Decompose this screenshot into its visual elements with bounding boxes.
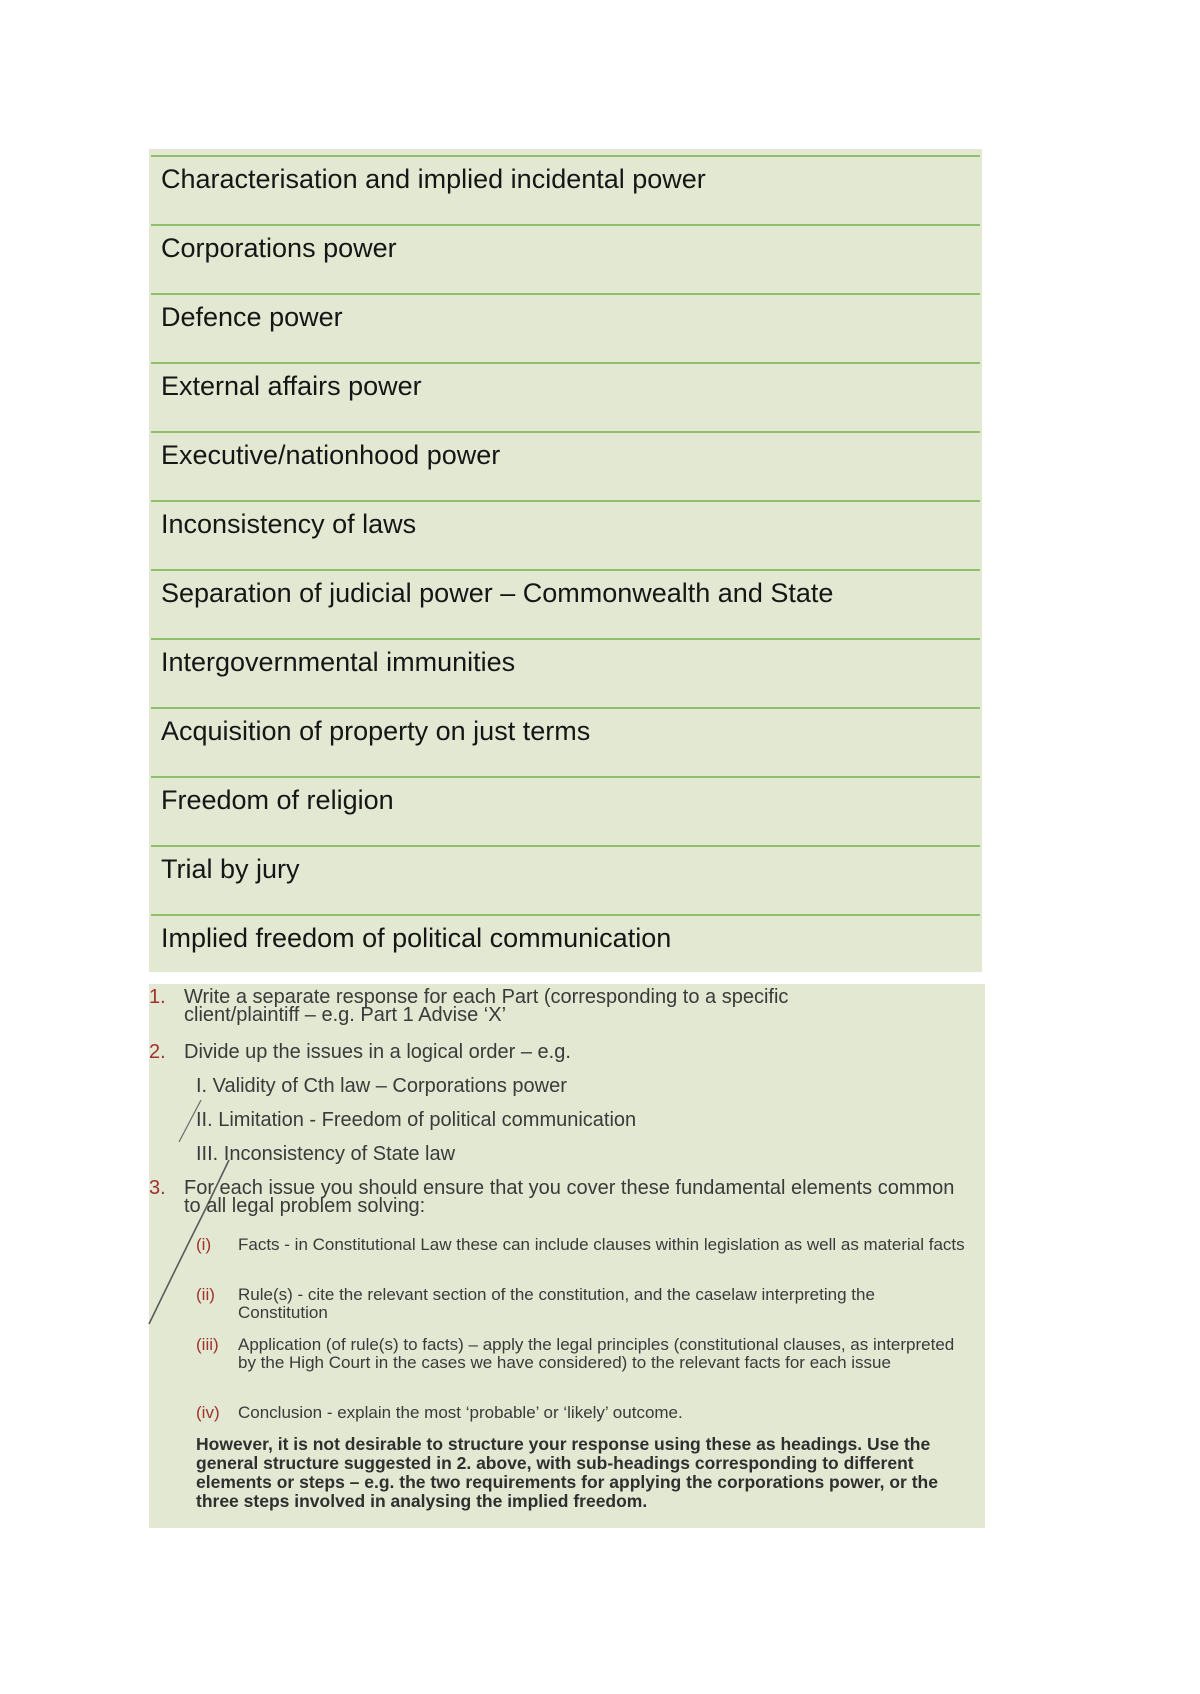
element-text: Conclusion - explain the most ‘probable’ or ‘likely’ outcome.: [238, 1403, 683, 1422]
topic-label: Defence power: [161, 302, 343, 332]
topic-label: Executive/nationhood power: [161, 440, 501, 470]
topic-label: Characterisation and implied incidental power: [161, 164, 706, 194]
topic-label: Inconsistency of laws: [161, 509, 417, 539]
topic-label: Trial by jury: [161, 854, 300, 884]
list-item-text: For each issue you should ensure that you cover these fundamental elements common to all legal problem solving:: [184, 1177, 955, 1217]
topic-label: Acquisition of property on just terms: [161, 716, 591, 746]
topic-row: [151, 293, 980, 362]
list-item-text: Write a separate response for each Part (corresponding to a specific client/plaintiff – e.g. Part 1 Advise ‘X’: [184, 986, 789, 1026]
topic-row: [151, 362, 980, 431]
topic-row: [151, 224, 980, 293]
element-text: Application (of rule(s) to facts) – apply the legal principles (constitutional clauses, as interpreted by the High Court in the cases we have considered) to the relevant facts for each issue: [238, 1335, 955, 1372]
element-numeral: (ii): [196, 1285, 215, 1304]
structure-note: However, it is not desirable to structure your response using these as headings. Use the general structure suggested in 2. above, with sub-headings corresponding to different elements or steps – e.g. the two requirements for applying the corporations power, or the three steps involved in analysing the implied freedom.: [196, 1434, 938, 1511]
topic-label: Implied freedom of political communication: [161, 923, 672, 953]
element-text: Rule(s) - cite the relevant section of the constitution, and the caselaw interpreting the Constitution: [238, 1285, 875, 1322]
element-text: Facts - in Constitutional Law these can include clauses within legislation as well as material facts: [238, 1235, 965, 1254]
topic-label: Freedom of religion: [161, 785, 394, 815]
issue-line: I. Validity of Cth law – Corporations power: [196, 1075, 567, 1097]
topic-row: [151, 845, 980, 914]
topic-row: [151, 638, 980, 707]
topic-label: Separation of judicial power – Commonwealth and State: [161, 578, 834, 608]
topic-row: [151, 776, 980, 845]
element-numeral: (iv): [196, 1403, 220, 1422]
list-number: 2.: [149, 1041, 166, 1063]
list-number: 1.: [149, 986, 166, 1008]
list-item-text: Divide up the issues in a logical order – e.g.: [184, 1041, 571, 1063]
element-numeral: (i): [196, 1235, 212, 1254]
topic-row: [151, 155, 980, 224]
element-numeral: (iii): [196, 1335, 219, 1354]
topics-list: [149, 149, 982, 972]
list-number: 3.: [149, 1177, 166, 1199]
topic-row: [151, 431, 980, 500]
topic-row: [151, 914, 980, 983]
topic-label: Corporations power: [161, 233, 397, 263]
issue-line: III. Inconsistency of State law: [196, 1143, 456, 1165]
topic-label: External affairs power: [161, 371, 422, 401]
topic-row: [151, 569, 980, 638]
topic-row: [151, 707, 980, 776]
topic-label: Intergovernmental immunities: [161, 647, 516, 677]
issue-line: II. Limitation - Freedom of political communication: [196, 1109, 637, 1131]
topic-row: [151, 500, 980, 569]
answer-structure-guide: [149, 984, 985, 1528]
